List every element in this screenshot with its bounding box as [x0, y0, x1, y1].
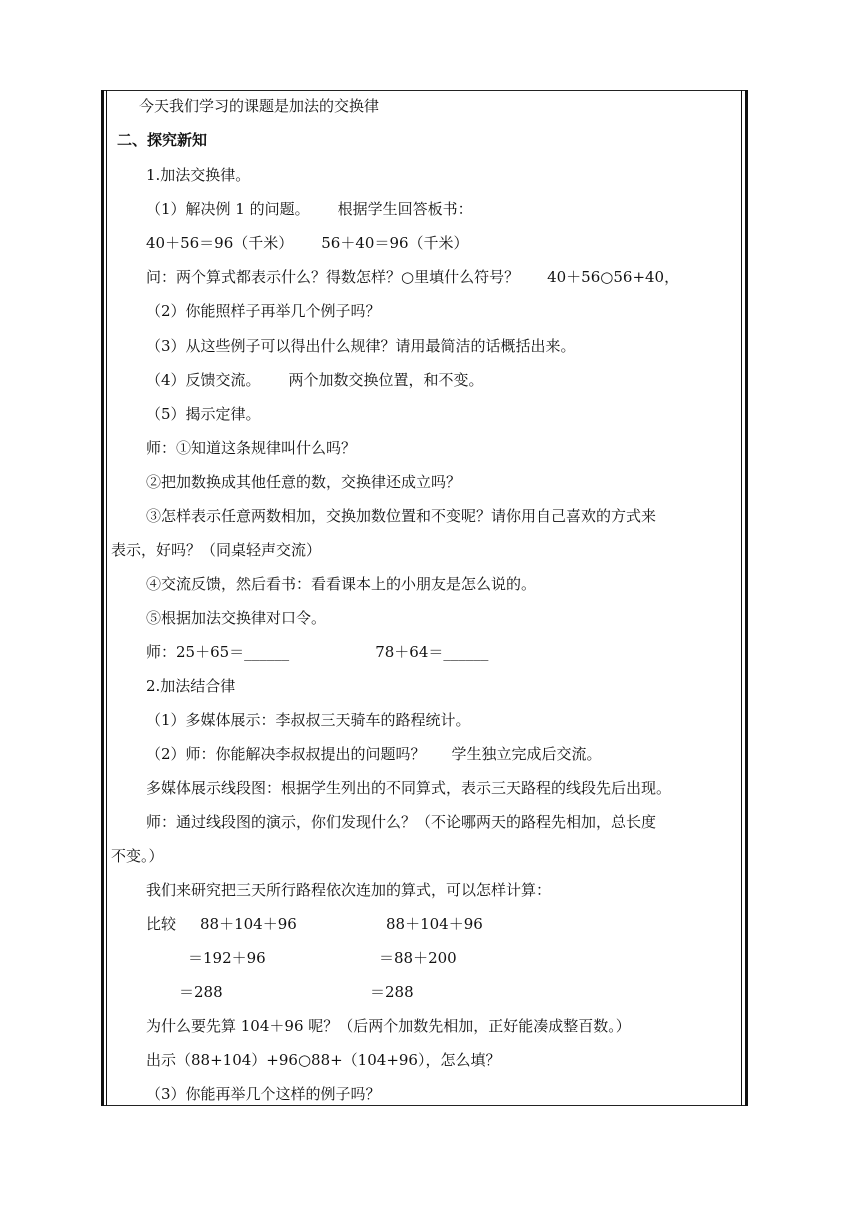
calc-left-result: ＝288: [179, 983, 223, 1001]
step-2-line: （2）你能照样子再举几个例子吗？: [146, 302, 381, 320]
teacher-discover-line: 师：通过线段图的演示，你们发现什么？（不论哪两天的路程先相加，总长度: [146, 813, 657, 831]
calc-right-step-1: ＝88＋200: [379, 949, 457, 967]
lesson-topic-line: 今天我们学习的课题是加法的交换律: [139, 97, 380, 115]
table-right-border-thick: [745, 90, 748, 1106]
section-heading: 二、探究新知: [117, 131, 208, 149]
table-left-border-thin: [106, 90, 107, 1106]
teacher-question-3-cont: 表示，好吗？（同桌轻声交流）: [111, 541, 322, 559]
drill-exercise-a: 师：25＋65＝______: [146, 643, 290, 661]
question-text: 问：两个算式都表示什么？得数怎样？○里填什么符号？: [146, 268, 520, 286]
research-line: 我们来研究把三天所行路程依次连加的算式，可以怎样计算：: [146, 881, 552, 899]
teacher-question-2: ②把加数换成其他任意的数，交换律还成立吗？: [146, 473, 462, 491]
compare-label: 比较: [146, 915, 177, 933]
associative-step-1: （1）多媒体展示：李叔叔三天骑车的路程统计。: [146, 711, 471, 729]
subsection-commutative-heading: 1.加法交换律。: [146, 166, 251, 184]
question-line: [146, 267, 679, 287]
associative-step-3: （3）你能再举几个这样的例子吗？: [146, 1085, 381, 1103]
step-1-line: [146, 199, 473, 219]
associative-step-2-note: 学生独立完成后交流。: [451, 745, 602, 763]
teacher-discover-cont: 不变。）: [111, 847, 164, 865]
associative-step-2: [146, 744, 602, 764]
table-left-border-thick: [101, 90, 104, 1106]
rule-statement: 两个加数交换位置，和不变。: [288, 371, 484, 389]
drill-exercise-b: 78＋64＝______: [375, 643, 489, 661]
calc-left-step-1: ＝192＋96: [188, 949, 266, 967]
drill-exercise-line: [146, 642, 488, 662]
step-3-line: （3）从这些例子可以得出什么规律？请用最简洁的话概括出来。: [146, 337, 576, 355]
blackboard-note: 根据学生回答板书：: [337, 200, 473, 218]
fill-in-question-line: 出示（88+104）+96○88+（104+96），怎么填？: [146, 1051, 501, 1069]
calc-left-expression: 88＋104＋96: [200, 915, 297, 933]
table-right-border-thin: [741, 90, 742, 1106]
equation-a: 40＋56＝96（千米）: [146, 234, 294, 252]
associative-step-2-text: （2）师：你能解决李叔叔提出的问题吗？: [146, 745, 426, 763]
teacher-question-3: ③怎样表示任意两数相加，交换加数位置和不变呢？请你用自己喜欢的方式来: [146, 507, 657, 525]
teacher-question-1: 师：①知道这条规律叫什么吗？: [146, 439, 357, 457]
comparison-expression: 40＋56○56+40，: [547, 268, 680, 286]
equation-b: 56＋40＝96（千米）: [321, 234, 469, 252]
equation-line-1: [146, 233, 469, 253]
step-5-line: （5）揭示定律。: [146, 405, 261, 423]
calc-right-expression: 88＋104＋96: [386, 915, 483, 933]
oral-drill-line: ⑤根据加法交换律对口令。: [146, 609, 327, 627]
subsection-associative-heading: 2.加法结合律: [146, 677, 236, 695]
feedback-line: ④交流反馈，然后看书：看看课本上的小朋友是怎么说的。: [146, 575, 537, 593]
step-4-line: [146, 370, 484, 390]
why-question-line: 为什么要先算 104＋96 呢？（后两个加数先相加，正好能凑成整百数。）: [146, 1017, 631, 1035]
calc-right-result: ＝288: [370, 983, 414, 1001]
step-1-text: （1）解决例 1 的问题。: [146, 200, 310, 218]
step-4-text: （4）反馈交流。: [146, 371, 261, 389]
line-diagram-line: 多媒体展示线段图：根据学生列出的不同算式，表示三天路程的线段先后出现。: [146, 779, 672, 797]
